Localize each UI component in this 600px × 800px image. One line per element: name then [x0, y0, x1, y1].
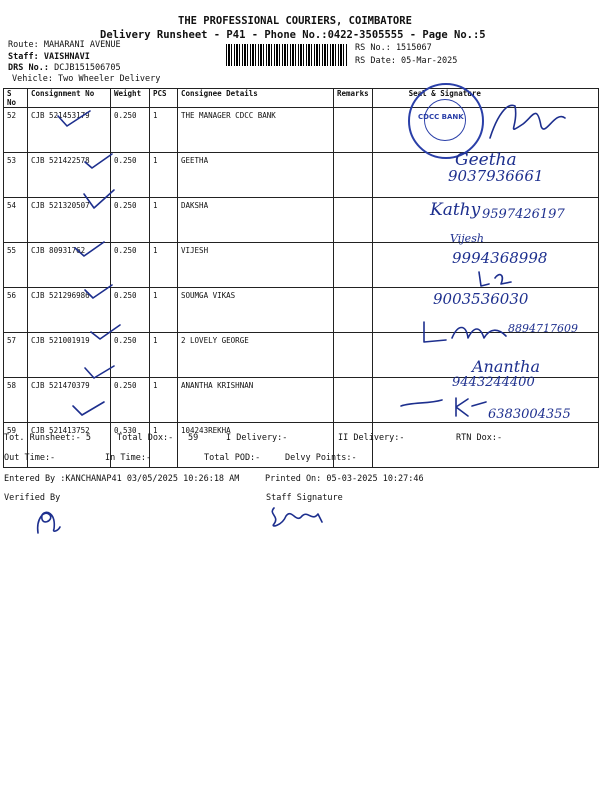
- cell-consignment: CJB 521320507: [28, 198, 111, 243]
- cell-sno: 56: [4, 288, 28, 333]
- cell-consignee: GEETHA: [178, 153, 334, 198]
- handwritten-phone: 9443244400: [452, 375, 535, 390]
- cell-weight: 0.250: [111, 243, 150, 288]
- verifier-signature: [32, 505, 62, 537]
- tick-mark-icon: [82, 362, 122, 384]
- tick-mark-icon: [70, 398, 110, 420]
- cell-pcs: 1: [150, 108, 178, 153]
- cell-consignment: CJB 521413752: [28, 423, 111, 468]
- handwritten-phone: 6383004355: [488, 407, 571, 422]
- cell-sno: 58: [4, 378, 28, 423]
- staff-line: [8, 52, 90, 62]
- tick-mark-icon: [88, 322, 128, 344]
- col-sno: S No: [4, 89, 28, 108]
- col-pcs: PCS: [150, 89, 178, 108]
- handwritten-phone: 8894717609: [508, 322, 578, 335]
- cell-consignment: CJB 521470379: [28, 378, 111, 423]
- cell-remarks: [334, 243, 373, 288]
- cell-pcs: 1: [150, 243, 178, 288]
- handwritten-name: Kathy: [430, 200, 481, 220]
- cell-consignment: CJB 521001919: [28, 333, 111, 378]
- cell-consignment: CJB 521453179: [28, 108, 111, 153]
- route-value: MAHARANI AVENUE: [43, 40, 121, 50]
- cell-signature: [372, 423, 598, 468]
- col-seal-signature: Seal & Signature: [372, 89, 598, 108]
- tick-mark-icon: [72, 238, 112, 260]
- cell-sno: 52: [4, 108, 28, 153]
- rtn-dox: RTN Dox:-: [456, 433, 503, 443]
- drs-label: DRS No.:: [8, 63, 49, 73]
- cell-sno: 59: [4, 423, 28, 468]
- cell-consignee: 104243REKHA: [178, 423, 334, 468]
- handwritten-name: Vijesh: [450, 232, 484, 245]
- drs-line: [8, 63, 121, 73]
- cell-consignment: CJB 521296986: [28, 288, 111, 333]
- cell-sno: 55: [4, 243, 28, 288]
- handwritten-phone: 9037936661: [448, 167, 544, 185]
- cell-consignee: DAKSHA: [178, 198, 334, 243]
- tick-mark-icon: [55, 108, 95, 130]
- total-pod: Total POD:-: [204, 453, 261, 463]
- staff-signature-label: Staff Signature: [266, 493, 343, 503]
- signature-dash: [398, 396, 446, 412]
- vehicle-line: Vehicle: Two Wheeler Delivery: [12, 74, 161, 84]
- cell-pcs: 1: [150, 198, 178, 243]
- cell-consignee: 2 LOVELY GEORGE: [178, 333, 334, 378]
- cell-consignee: SOUMGA VIKAS: [178, 288, 334, 333]
- cell-sno: 54: [4, 198, 28, 243]
- cell-remarks: [334, 378, 373, 423]
- total-dox-value: 59: [188, 433, 199, 443]
- staff-label: Staff:: [8, 52, 39, 62]
- tick-mark-icon: [80, 188, 120, 212]
- cell-consignment: CJB 80931762: [28, 243, 111, 288]
- col-remarks: Remarks: [334, 89, 373, 108]
- barcode: [226, 44, 348, 66]
- delvy-points: Delvy Points:-: [285, 453, 357, 463]
- entered-by: Entered By :KANCHANAP41 03/05/2025 10:26:18 AM: [4, 474, 240, 484]
- cell-consignment: CJB 521422578: [28, 153, 111, 198]
- cell-consignee: VIJESH: [178, 243, 334, 288]
- col-consignee: Consignee Details: [178, 89, 334, 108]
- rs-number: RS No.: 1515067: [355, 43, 432, 53]
- signature-scribble: [418, 318, 518, 348]
- handwritten-name: Anantha: [472, 357, 540, 376]
- cell-pcs: 1: [150, 378, 178, 423]
- staff-signature-scribble: [266, 502, 332, 530]
- handwritten-phone: 9597426197: [482, 207, 565, 222]
- cell-remarks: [334, 198, 373, 243]
- cell-remarks: [334, 153, 373, 198]
- i-delivery: I Delivery:-: [226, 433, 288, 443]
- handwritten-name: Geetha: [455, 150, 517, 170]
- cell-weight: 0.250: [111, 333, 150, 378]
- route-line: [8, 40, 121, 50]
- cell-consignee: THE MANAGER CDCC BANK: [178, 108, 334, 153]
- staff-value: VAISHNAVI: [43, 52, 90, 62]
- handwritten-phone: 9994368998: [452, 249, 548, 267]
- cell-remarks: [334, 333, 373, 378]
- bank-seal-stamp: [408, 83, 484, 159]
- ii-delivery: II Delivery:-: [338, 433, 405, 443]
- cell-weight: 0.250: [111, 153, 150, 198]
- printed-on: Printed On: 05-03-2025 10:27:46: [265, 474, 424, 484]
- company-title: THE PROFESSIONAL COURIERS, COIMBATORE: [178, 15, 412, 27]
- cell-pcs: 1: [150, 423, 178, 468]
- total-dox-label: Total Dox:-: [117, 433, 174, 443]
- cell-weight: 0.250: [111, 108, 150, 153]
- col-consignment: Consignment No: [28, 89, 111, 108]
- cell-pcs: 1: [150, 288, 178, 333]
- tick-mark-icon: [82, 150, 122, 172]
- cell-consignee: ANANTHA KRISHNAN: [178, 378, 334, 423]
- cell-sno: 57: [4, 333, 28, 378]
- signature-scribble: [452, 396, 492, 418]
- out-time: Out Time:-: [4, 453, 56, 463]
- signature-scribble: [475, 268, 515, 290]
- in-time: In Time:-: [105, 453, 152, 463]
- handwritten-phone: 9003536030: [433, 290, 529, 308]
- cell-pcs: 1: [150, 153, 178, 198]
- rs-date: RS Date: 05-Mar-2025: [355, 56, 458, 66]
- cell-weight: 0.250: [111, 288, 150, 333]
- signature-scribble: [485, 96, 575, 146]
- tot-runsheet: Tot. Runsheet:- 5: [4, 433, 91, 443]
- verified-by: Verified By: [4, 493, 61, 503]
- col-weight: Weight: [111, 89, 150, 108]
- cell-remarks: [334, 108, 373, 153]
- seal-text: CDCC BANK: [418, 113, 464, 121]
- cell-weight: 0.250: [111, 198, 150, 243]
- runsheet-subtitle: Delivery Runsheet - P41 - Phone No.:0422-3505555 - Page No.:5: [100, 29, 486, 41]
- cell-weight: 0.530: [111, 423, 150, 468]
- cell-pcs: 1: [150, 333, 178, 378]
- route-label: Route:: [8, 40, 39, 50]
- cell-weight: 0.250: [111, 378, 150, 423]
- tick-mark-icon: [82, 282, 122, 304]
- cell-sno: 53: [4, 153, 28, 198]
- cell-remarks: [334, 288, 373, 333]
- drs-value: DCJB151506705: [54, 63, 121, 73]
